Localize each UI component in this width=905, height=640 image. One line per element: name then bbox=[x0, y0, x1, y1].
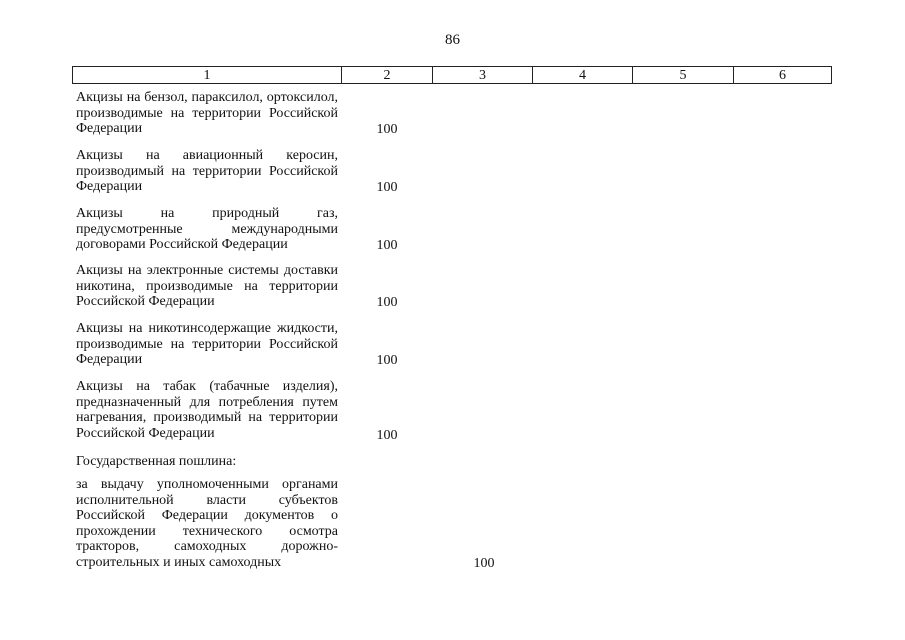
row-text: Акцизы на природный газ, предусмотренные международными договорами Российской Федерации bbox=[76, 206, 338, 252]
header-col-3: 3 bbox=[432, 67, 532, 83]
row-value: 100 bbox=[376, 238, 398, 253]
header-col-5: 5 bbox=[632, 67, 733, 83]
row-value: 100 bbox=[376, 295, 398, 310]
header-col-6: 6 bbox=[733, 67, 831, 83]
row-value: 100 bbox=[376, 428, 398, 443]
row-value: 100 bbox=[473, 556, 495, 571]
row-text: Акцизы на авиационный керосин, производимый на территории Российской Федерации bbox=[76, 148, 338, 194]
row-value: 100 bbox=[376, 122, 398, 137]
header-col-1: 1 bbox=[203, 68, 211, 83]
row-text: за выдачу уполномоченными органами исполнительной власти субъектов Российской Федерации документов о прохождении технического осмотра тракторов, самоходных дорожно-строительных и иных самоходных bbox=[76, 477, 338, 570]
header-col-2: 2 bbox=[341, 67, 432, 83]
row-text: Акцизы на табак (табачные изделия), предназначенный для потребления путем нагревания, производимый на территории Российской Федерации bbox=[76, 379, 338, 441]
table-header bbox=[72, 66, 832, 84]
section-heading: Государственная пошлина: bbox=[76, 454, 237, 469]
row-value: 100 bbox=[376, 180, 398, 195]
page-number: 86 bbox=[445, 32, 460, 48]
row-value: 100 bbox=[376, 353, 398, 368]
header-col-4: 4 bbox=[532, 67, 632, 83]
row-text: Акцизы на бензол, параксилол, ортоксилол, производимые на территории Российской Федерации bbox=[76, 90, 338, 136]
row-text: Акцизы на никотинсодержащие жидкости, производимые на территории Российской Федерации bbox=[76, 321, 338, 367]
row-text: Акцизы на электронные системы доставки никотина, производимые на территории Российской Федерации bbox=[76, 263, 338, 309]
